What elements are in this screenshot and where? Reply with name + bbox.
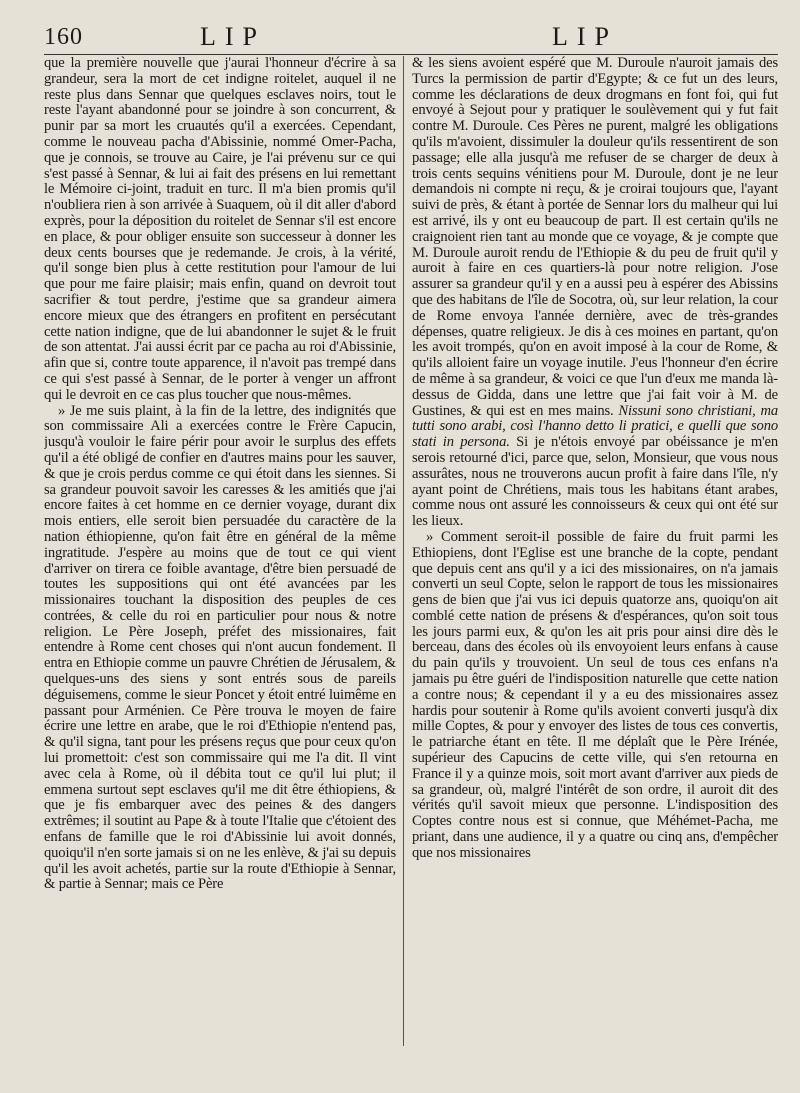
left-paragraph-1: que la première nouvelle que j'aurai l'honneur d'écrire à sa grandeur, sera la mort de cet indigne roitelet, auquel il ne reste plus dans Sennar que quelques esclaves noirs, tout le reste l'ayant abandonné pour se joindre à son concurrent, & punir par sa mort les cruautés qu'il a exercées. Cependant, comme le nouveau pacha d'Abissinie, nommé Omer-Pacha, que je connois, se trouve au Caire, je l'ai prévenu sur ce qui s'est passé à Sennar, & lui ai fait des présens en lui remettant le Mémoire ci-joint, traduit en turc. Il m'a bien promis qu'il n'oubliera rien à son arrivée à Suaquem, où il dit aller d'abord exprès, pour la déposition du roitelet de Sennar s'il est encore en place, & pour obliger ensuite son successeur à donner les deux cents bourses que je redemande. Je crois, à la vérité, qu'il songe bien plus à cette restitution pour l'amour de lui que pour me faire plaisir; mais enfin, quand on devroit tout sacrifier & tout perdre, j'estime que sa grandeur aimera encore mieux que des étrangers en profitent en persécutant cette nation indigne, que de lui abandonner le sujet & le fruit de son attentat. J'ai aussi écrit par ce pacha au roi d'Abissinie, afin que si, contre toute apparence, il n'avoit pas trempé dans ce qui s'est passé à Sennar, de le porter à venger un affront qui le devroit en ce cas plus toucher que nous-mêmes. (44, 56, 396, 403)
page-number: 160 (44, 24, 83, 50)
italian-quotation: Nissuni sono christiani, ma tutti sono arabi, così l'hanno detto li pratici, e quelli que sono stati in persona. (412, 402, 778, 451)
left-paragraph-2: » Je me suis plaint, à la fin de la lettre, des indignités que son commissaire Ali a exercées contre le Frère Capucin, jusqu'à vouloir le faire périr pour avoir le surplus des effets qu'il a été obligé de confier en d'autres mains pour les sauver, & que je crois perdus comme ce qui étoit dans les siennes. Si sa grandeur pouvoit savoir les caresses & les amitiés que j'ai encore faites à cet homme en ce dernier voyage, durant dix mois entiers, elle seroit bien persuadée du caractère de la nation éthiopienne, qu'on fait être en général de la même ingratitude. J'espère au moins que de tout ce qui vient d'arriver on tirera ce foible avantage, d'être bien persuadé de toutes les suppositions qui ont été avancées par les missionaires touchant la disposition des peuples de ces contrées, & celle du roi en particulier pour nous & notre religion. Le Père Joseph, préfet des missionaires, fait entendre à Rome cent choses qui n'ont aucun fondement. Il entra en Ethiopie comme un pauvre Chrétien de Jérusalem, & quelques-uns des siens y sont entrés sous de pareils déguisemens, comme le sieur Poncet y étoit entré luimême en passant pour Arménien. Ce Père trouva le moyen de faire écrire une lettre en arabe, que le roi d'Ethiopie n'entend pas, & qu'il signa, tant pour les présens reçus que pour ceux qu'on lui promettoit: c'est son commissaire qui me l'a dit. Il vint avec cela à Rome, où il débita tout ce qu'il lui plut; il emmena surtout sept esclaves qu'il me dit être éthiopiens, & que je fis embarquer avec des peines & des dangers extrêmes; il soutint au Pape & à toute l'Italie que c'étoient des enfans de famille que le roi d'Abissinie lui avoit donnés, quoiqu'il n'en sorte jamais si on ne les enlève, & j'ai su depuis qu'il les avoit achetés, partie sur la route d'Ethiopie à Sennar, & partie à Sennar; mais ce Père (44, 402, 396, 893)
running-head-right: LIP (552, 22, 618, 51)
right-paragraph-1-text: & les siens avoient espéré que M. Duroule n'auroit jamais des Turcs la permission de partir d'Egypte; & ce fut un des leurs, comme les déclarations de deux drogmans en font foi, qui fut envoyé à Sejout pour y pratiquer le soulèvement qui y fut fait contre M. Duroule. Ces Pères ne purent, malgré les obligations qu'ils m'avoient, dissimuler la douleur qu'ils ressentirent de son passage; elle alla jusqu'à me refuser de se charger de deux à trois cents sequins vénitiens pour M. Duroule, dont je ne leur demandois ni compte ni reçu, & je croirai toujours que, l'ayant suivi de près, & étant à portée de Sennar lors du malheur qui lui est arrivé, ils y ont eu beaucoup de part. Il est certain qu'ils ne craignoient rien tant au monde que ce voyage, & je compte que M. Duroule auroit rendu de l'Ethiopie & du peu de fruit qu'il y auroit à faire en ces quartiers-là pour notre religion. J'ose assurer sa grandeur qu'il y en a aussi peu à espérer des Abissins que des habitans de l'île de Socotra, où, sur leur relation, la cour de Rome envoya l'année dernière, avec de très-grandes dépenses, quatre religieux. Je dis à ces moines en partant, qu'on les avoit trompés, qu'on en avoit imposé à la cour de Rome, & qu'ils alloient faire un voyage inutile. J'eus l'honneur d'en écrire de même à sa grandeur, & voici ce que l'un d'eux me manda là-dessus de Gidda, dans une lettre que j'ai fait voir à M. de Gustines, & qui est en mes mains. (412, 56, 778, 419)
right-paragraph-2: » Comment seroit-il possible de faire du fruit parmi les Ethiopiens, dont l'Eglise est une branche de la copte, pendant que depuis cent ans qu'il y a ici des missionaires, on n'a jamais converti un seul Copte, selon le rapport de tous les missionaires gens de bien que j'ai vus ici depuis quatorze ans, quoiqu'on ait comblé cette nation de présens & d'espérances, qu'on soit tous les jours parmi eux, & qu'on les ait pris pour ainsi dire dès le berceau, dans des écoles où ils envoyoient leurs enfans à cause du pain qu'ils y trouvoient. Un seul de tous ces enfans n'a jamais pu être guéri de l'indisposition naturelle que cette nation a contre nous; & cependant il y a eu des missionaires assez hardis pour soutenir à Rome qu'ils avoient converti jusqu'à dix mille Coptes, & pour y envoyer des listes de tous ces convertis, le patriarche étant en tête. Il me déplaît que le Père Irénée, supérieur des Capucins de cette ville, qui s'en retourna en France il y a quinze mois, soit mort avant d'arriver aux pieds de sa grandeur, où, malgré l'intérêt de son ordre, il auroit dit des vérités qu'il savoit mieux que personne. L'indisposition des Coptes contre nous est si connue, que Méhémet-Pacha, me priant, dans une audience, il y a quatre ou cinq ans, d'empêcher que nos missionaires (412, 528, 778, 861)
left-column (44, 56, 396, 1056)
column-divider (403, 56, 404, 1046)
header-rule (44, 54, 778, 55)
right-column (412, 56, 778, 1056)
right-paragraph-1 (412, 56, 778, 530)
right-paragraph-1-end: Si je n'étois envoyé par obéissance je m'en serois retourné d'ici, parce que, selon, Monsieur, que vous nous assurâtes, nous ne trouverons aucun profit à faire dans l'île, n'y ayant point de Chrétiens, mais tous les habitans étant arabes, comme nous ont assuré les connoisseurs & ceux qui ont été sur les lieux. (412, 434, 778, 530)
running-head-left: LIP (200, 22, 266, 51)
